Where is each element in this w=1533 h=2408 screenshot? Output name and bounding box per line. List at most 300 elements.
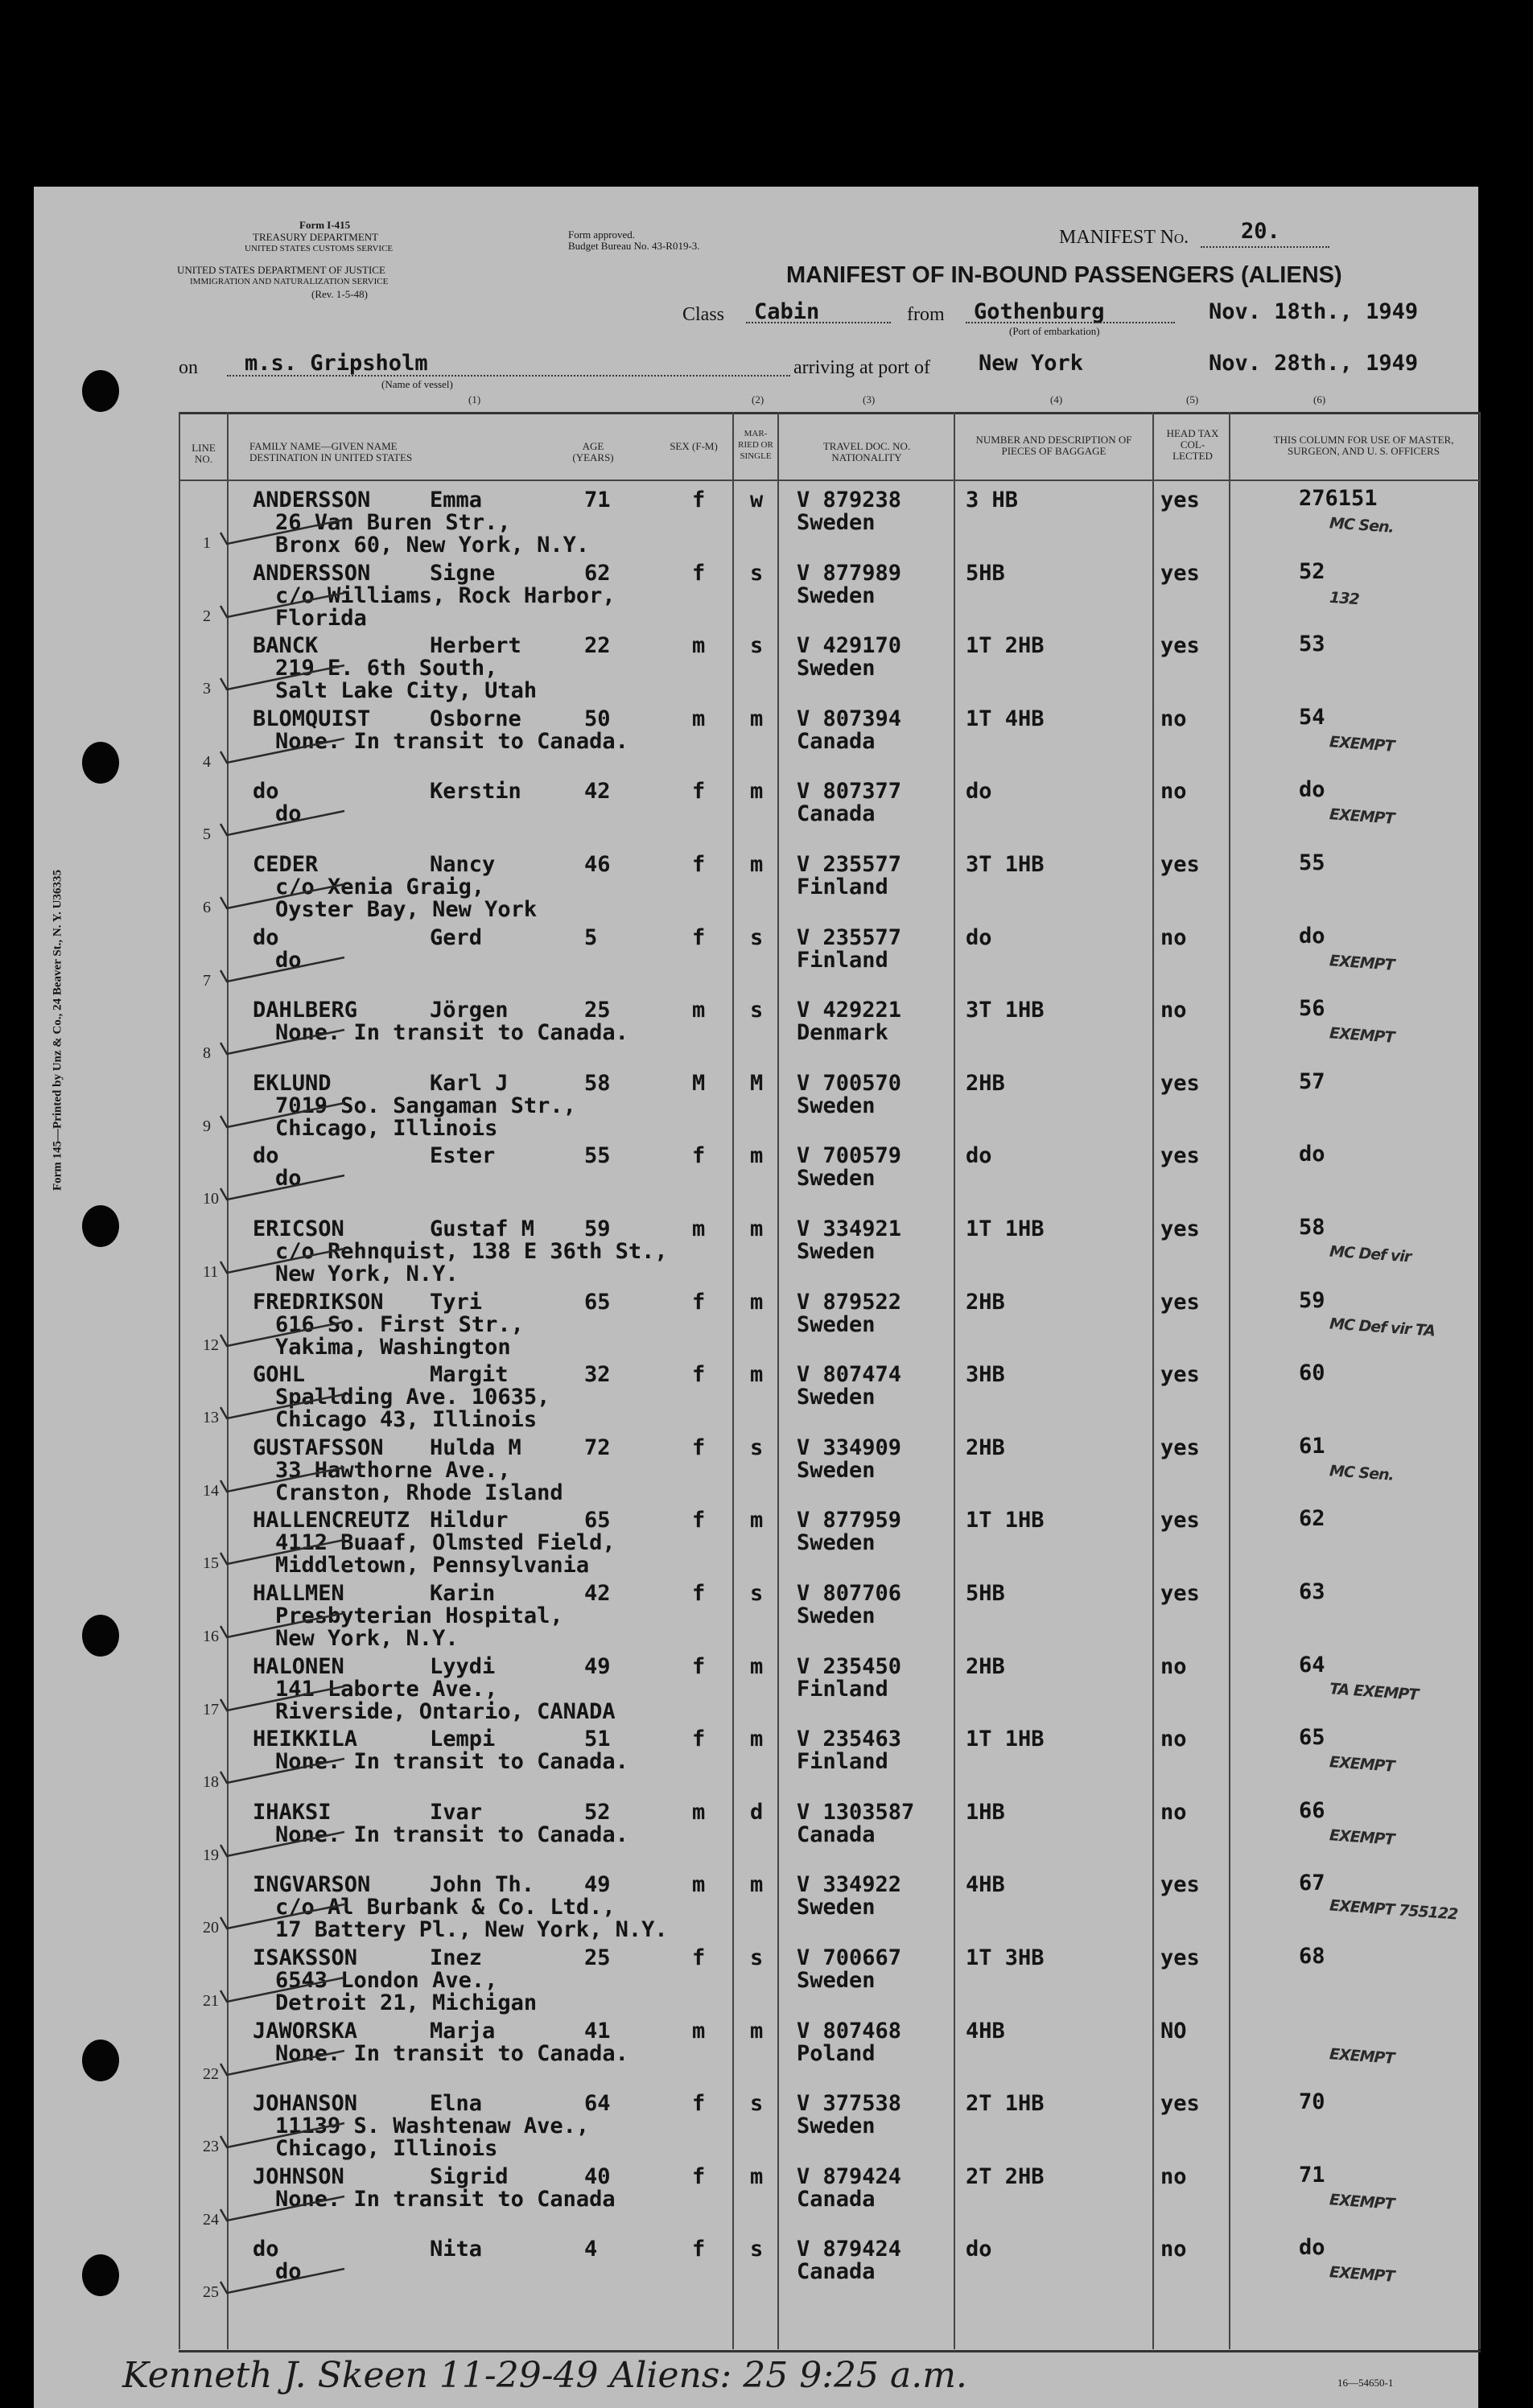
header-name: FAMILY NAME—GIVEN NAME DESTINATION IN UNITED STATES <box>249 440 413 463</box>
check-mark-icon <box>216 1756 352 1788</box>
nationality: Sweden <box>797 582 876 608</box>
line-number: 16 <box>203 1628 219 1645</box>
officer-number: 63 <box>1299 1579 1325 1604</box>
marital-status: m <box>750 1508 764 1533</box>
family-name: EKLUND <box>253 1070 332 1096</box>
family-name: HEIKKILA <box>253 1727 358 1752</box>
officer-annotation: 132 <box>1329 588 1360 608</box>
check-mark-icon <box>216 1829 352 1861</box>
sex: m <box>692 2018 706 2044</box>
age: 49 <box>584 1872 611 1898</box>
head-tax: yes <box>1160 1435 1200 1460</box>
travel-doc-no: V 235577 <box>797 924 902 950</box>
nationality: Poland <box>797 2040 876 2066</box>
manifest-sheet <box>34 187 1478 2408</box>
marital-status: m <box>750 1216 764 1241</box>
marital-status: m <box>750 852 764 877</box>
marital-status: m <box>750 1653 764 1679</box>
baggage: 1T 2HB <box>966 633 1045 659</box>
head-tax: yes <box>1160 1508 1200 1533</box>
table-row <box>34 558 1478 630</box>
baggage: 4HB <box>966 1872 1005 1898</box>
age: 32 <box>584 1362 611 1388</box>
given-name: Lyydi <box>430 1653 496 1679</box>
officer-number: 66 <box>1299 1797 1325 1823</box>
treasury-department: TREASURY DEPARTMENT <box>253 231 379 243</box>
address-line-2: Middletown, Pennsylvania <box>275 1553 590 1579</box>
check-mark-icon <box>216 1537 352 1569</box>
head-tax: yes <box>1160 852 1200 877</box>
ins-service: IMMIGRATION AND NATURALIZATION SERVICE <box>190 277 389 286</box>
address-line-1: c/o Al Burbank & Co. Ltd., <box>275 1895 616 1920</box>
marital-status: m <box>750 706 764 731</box>
officer-number: 65 <box>1299 1725 1325 1751</box>
travel-doc-no: V 235450 <box>797 1653 902 1679</box>
officer-number: 60 <box>1299 1360 1325 1386</box>
marital-status: m <box>750 779 764 805</box>
line-number: 14 <box>203 1481 219 1500</box>
address-line-1: 26 Van Buren Str., <box>275 510 511 535</box>
sex: M <box>692 1070 706 1096</box>
port-caption: (Port of embarkation) <box>1009 325 1100 337</box>
family-name: HALLENCREUTZ <box>253 1508 410 1533</box>
sex: f <box>692 488 706 512</box>
family-name: JOHNSON <box>253 2163 344 2189</box>
address-line-1: None. In transit to Canada. <box>275 1020 628 1046</box>
marital-status: s <box>750 924 764 950</box>
marital-status: s <box>750 2237 764 2262</box>
officer-annotation: MC Def vir <box>1329 1242 1411 1266</box>
given-name: John Th. <box>430 1872 535 1898</box>
sex: f <box>692 779 706 805</box>
class-label: Class <box>682 304 725 325</box>
col-num-4: (4) <box>1050 393 1063 405</box>
travel-doc-no: V 807468 <box>797 2018 902 2044</box>
sex: f <box>692 1945 706 1970</box>
marital-status: s <box>750 998 764 1023</box>
line-number: 15 <box>203 1554 219 1573</box>
check-mark-icon <box>216 1683 352 1715</box>
sex: f <box>692 1143 706 1169</box>
address-line-2: New York, N.Y. <box>275 1626 459 1651</box>
table-row <box>34 922 1478 994</box>
address-line-2: Oyster Bay, New York <box>275 897 538 922</box>
given-name: Karl J <box>430 1070 509 1096</box>
address-line-1: 11139 S. Washtenaw Ave., <box>275 2114 590 2139</box>
travel-doc-no: V 807474 <box>797 1362 902 1388</box>
head-tax: no <box>1160 1653 1187 1679</box>
baggage: 2HB <box>966 1435 1005 1460</box>
check-mark-icon <box>216 881 352 913</box>
justice-department: UNITED STATES DEPARTMENT OF JUSTICE <box>177 264 385 276</box>
given-name: Signe <box>430 560 496 586</box>
given-name: Elna <box>430 2091 483 2117</box>
travel-doc-no: V 879424 <box>797 2163 902 2189</box>
address-line-1: 4112 Buaaf, Olmsted Field, <box>275 1530 616 1556</box>
address-line-2: Riverside, Ontario, CANADA <box>275 1698 616 1724</box>
budget-bureau: Budget Bureau No. 43-R019-3. <box>568 240 700 252</box>
nationality: Denmark <box>797 1020 888 1046</box>
officer-number: 59 <box>1299 1287 1325 1313</box>
address-line-2: 17 Battery Pl., New York, N.Y. <box>275 1917 668 1943</box>
baggage: 5HB <box>966 560 1005 586</box>
line-number: 7 <box>203 971 211 990</box>
given-name: Tyri <box>430 1289 483 1315</box>
head-tax: yes <box>1160 2091 1200 2117</box>
officer-number: 53 <box>1299 632 1325 657</box>
head-tax: no <box>1160 2163 1187 2189</box>
officer-annotation: EXEMPT <box>1329 733 1395 755</box>
address-line-1: 141 Laborte Ave., <box>275 1676 498 1702</box>
sex: f <box>692 1653 706 1679</box>
table-row <box>34 1869 1478 1941</box>
address-line-1: None. In transit to Canada. <box>275 1821 628 1847</box>
sex: f <box>692 2237 706 2262</box>
form-number: Form I-415 <box>299 219 351 231</box>
from-value: Gothenburg <box>974 299 1105 324</box>
check-mark-icon <box>216 2048 352 2080</box>
family-name: CEDER <box>253 852 319 877</box>
family-name: BLOMQUIST <box>253 706 371 731</box>
baggage: 2HB <box>966 1653 1005 1679</box>
travel-doc-no: V 807394 <box>797 706 902 731</box>
address-line-1: 616 So. First Str., <box>275 1311 524 1337</box>
sex: f <box>692 1727 706 1752</box>
baggage: 3 HB <box>966 488 1019 512</box>
family-name: HALONEN <box>253 1653 344 1679</box>
baggage: 1HB <box>966 1799 1005 1825</box>
address-line-2: Detroit 21, Michigan <box>275 1990 538 2015</box>
line-number: 17 <box>203 1700 219 1719</box>
line-number: 24 <box>203 2210 219 2229</box>
line-number: 6 <box>203 899 211 916</box>
check-mark-icon <box>216 1610 352 1642</box>
officer-annotation: EXEMPT <box>1329 2191 1395 2213</box>
table-row <box>34 1068 1478 1140</box>
table-row <box>34 776 1478 848</box>
line-number: 20 <box>203 1919 219 1937</box>
on-label: on <box>179 357 198 378</box>
nationality: Sweden <box>797 1385 876 1410</box>
age: 51 <box>584 1727 611 1752</box>
age: 5 <box>584 924 598 950</box>
family-name: ISAKSSON <box>253 1945 358 1970</box>
head-tax: yes <box>1160 1289 1200 1315</box>
class-value: Cabin <box>754 299 820 324</box>
nationality: Sweden <box>797 1239 876 1264</box>
marital-status: m <box>750 1727 764 1752</box>
nationality: Canada <box>797 2186 876 2212</box>
officer-annotation: EXEMPT <box>1329 805 1395 829</box>
officer-number: do <box>1299 923 1325 949</box>
baggage: do <box>966 924 992 950</box>
arrival-date: Nov. 28th., 1949 <box>1209 351 1419 376</box>
family-name: DAHLBERG <box>253 998 358 1023</box>
check-mark-icon <box>216 1245 352 1278</box>
nationality: Sweden <box>797 1311 876 1337</box>
travel-doc-no: V 700667 <box>797 1945 902 1970</box>
address-line-1: Presbyterian Hospital, <box>275 1603 563 1628</box>
nationality: Sweden <box>797 1166 876 1192</box>
col-num-5: (5) <box>1186 393 1199 405</box>
nationality: Canada <box>797 801 876 827</box>
given-name: Emma <box>430 488 483 512</box>
head-tax: yes <box>1160 1362 1200 1388</box>
given-name: Hulda M <box>430 1435 521 1460</box>
age: 42 <box>584 779 611 805</box>
given-name: Gustaf M <box>430 1216 535 1241</box>
age: 50 <box>584 706 611 731</box>
table-row <box>34 1651 1478 1723</box>
sex: f <box>692 2163 706 2189</box>
check-mark-icon <box>216 1100 352 1132</box>
address-line-2: Salt Lake City, Utah <box>275 678 538 704</box>
check-mark-icon <box>216 954 352 986</box>
address-line-1: None. In transit to Canada. <box>275 728 628 754</box>
officer-annotation: MC Sen. <box>1329 514 1395 537</box>
officer-annotation: EXEMPT <box>1329 2263 1395 2287</box>
head-tax: no <box>1160 1727 1187 1752</box>
officer-number: do <box>1299 777 1325 803</box>
line-number: 2 <box>203 607 211 625</box>
given-name: Herbert <box>430 633 521 659</box>
line-number: 25 <box>203 2283 219 2302</box>
table-row <box>34 849 1478 921</box>
sex: f <box>692 852 706 877</box>
baggage: 2HB <box>966 1070 1005 1096</box>
address-line-1: Spallding Ave. 10635, <box>275 1385 550 1410</box>
travel-doc-no: V 334922 <box>797 1872 902 1898</box>
age: 65 <box>584 1508 611 1533</box>
nationality: Finland <box>797 875 888 899</box>
travel-doc-no: V 429170 <box>797 633 902 659</box>
manifest-title: MANIFEST OF IN-BOUND PASSENGERS (ALIENS) <box>786 262 1342 288</box>
officer-number: 68 <box>1299 1944 1325 1969</box>
given-name: Sigrid <box>430 2163 509 2189</box>
nationality: Sweden <box>797 656 876 681</box>
travel-doc-no: V 1303587 <box>797 1799 915 1825</box>
line-number: 12 <box>203 1336 219 1354</box>
nationality: Sweden <box>797 2114 876 2139</box>
marital-status: s <box>750 633 764 659</box>
sex: f <box>692 1581 706 1606</box>
marital-status: w <box>750 488 764 512</box>
travel-doc-no: V 700570 <box>797 1070 902 1096</box>
given-name: Nita <box>430 2237 483 2262</box>
header-line-no: LINE NO. <box>192 442 216 465</box>
check-mark-icon <box>216 2193 352 2225</box>
form-revision: (Rev. 1-5-48) <box>311 288 368 300</box>
given-name: Ester <box>430 1143 496 1169</box>
nationality: Canada <box>797 1821 876 1847</box>
line-number: 5 <box>203 825 211 844</box>
address-line-1: c/o Rehnquist, 138 E 36th St., <box>275 1239 668 1264</box>
marital-status: s <box>750 1945 764 1970</box>
family-name: GUSTAFSSON <box>253 1435 384 1460</box>
head-tax: no <box>1160 779 1187 805</box>
head-tax: no <box>1160 924 1187 950</box>
line-number: 9 <box>203 1117 211 1135</box>
officer-number: do <box>1299 1142 1325 1167</box>
marital-status: m <box>750 2018 764 2044</box>
address-line-2: Chicago, Illinois <box>275 1115 498 1141</box>
age: 4 <box>584 2237 598 2262</box>
address-line-1: do <box>275 947 302 973</box>
address-line-1: c/o Xenia Graig, <box>275 875 485 899</box>
given-name: Osborne <box>430 706 521 731</box>
head-tax: yes <box>1160 1872 1200 1898</box>
table-row <box>34 2088 1478 2160</box>
baggage: 1T 3HB <box>966 1945 1045 1970</box>
officer-number: 61 <box>1299 1433 1325 1459</box>
head-tax: no <box>1160 706 1187 731</box>
head-tax: yes <box>1160 488 1200 512</box>
baggage: do <box>966 1143 992 1169</box>
sex: m <box>692 1216 706 1241</box>
travel-doc-no: V 877989 <box>797 560 902 586</box>
nationality: Finland <box>797 947 888 973</box>
baggage: 3T 1HB <box>966 852 1045 877</box>
check-mark-icon <box>216 735 352 768</box>
family-name: do <box>253 924 279 950</box>
age: 52 <box>584 1799 611 1825</box>
travel-doc-no: V 807377 <box>797 779 902 805</box>
officer-number: 57 <box>1299 1068 1325 1094</box>
travel-doc-no: V 879238 <box>797 488 902 512</box>
travel-doc-no: V 877959 <box>797 1508 902 1533</box>
marital-status: s <box>750 560 764 586</box>
family-name: IHAKSI <box>253 1799 332 1825</box>
line-number: 10 <box>203 1190 219 1208</box>
line-number: 3 <box>203 680 211 698</box>
address-line-1: None. In transit to Canada. <box>275 1749 628 1775</box>
head-tax: no <box>1160 2237 1187 2262</box>
line-number: 1 <box>203 534 211 552</box>
col-num-2: (2) <box>752 393 764 405</box>
head-tax: yes <box>1160 1070 1200 1096</box>
line-number: 22 <box>203 2064 219 2083</box>
sex: f <box>692 2091 706 2117</box>
nationality: Canada <box>797 728 876 754</box>
head-tax: yes <box>1160 560 1200 586</box>
table-row <box>34 2233 1478 2306</box>
travel-doc-no: V 334909 <box>797 1435 902 1460</box>
head-tax: yes <box>1160 1216 1200 1241</box>
header-married: MAR-RIED OR SINGLE <box>738 429 773 461</box>
family-name: GOHL <box>253 1362 306 1388</box>
travel-doc-no: V 334921 <box>797 1216 902 1241</box>
table-row <box>34 1797 1478 1869</box>
baggage: 3HB <box>966 1362 1005 1388</box>
nationality: Canada <box>797 2259 876 2285</box>
age: 65 <box>584 1289 611 1315</box>
sex: m <box>692 998 706 1023</box>
check-mark-icon <box>216 1319 352 1351</box>
table-row <box>34 1432 1478 1504</box>
table-row <box>34 630 1478 702</box>
age: 72 <box>584 1435 611 1460</box>
sex: m <box>692 706 706 731</box>
table-row <box>34 1359 1478 1431</box>
departure-date: Nov. 18th., 1949 <box>1209 299 1419 324</box>
address-line-1: c/o Williams, Rock Harbor, <box>275 582 616 608</box>
officer-annotation: EXEMPT <box>1329 951 1395 974</box>
vessel-caption: (Name of vessel) <box>381 378 453 390</box>
travel-doc-no: V 429221 <box>797 998 902 1023</box>
baggage: 3T 1HB <box>966 998 1045 1023</box>
arrival-port: New York <box>979 351 1084 376</box>
address-line-2: Bronx 60, New York, N.Y. <box>275 533 590 558</box>
family-name: INGVARSON <box>253 1872 371 1898</box>
line-number: 13 <box>203 1409 219 1427</box>
marital-status: s <box>750 1435 764 1460</box>
check-mark-icon <box>216 1464 352 1496</box>
family-name: ANDERSSON <box>253 560 371 586</box>
sex: f <box>692 1508 706 1533</box>
given-name: Marja <box>430 2018 496 2044</box>
family-name: HALLMEN <box>253 1581 344 1606</box>
age: 49 <box>584 1653 611 1679</box>
check-mark-icon <box>216 2120 352 2152</box>
marital-status: m <box>750 1362 764 1388</box>
table-row <box>34 1723 1478 1796</box>
address-line-2: Yakima, Washington <box>275 1334 511 1360</box>
baggage: 2T 2HB <box>966 2163 1045 2189</box>
head-tax: yes <box>1160 633 1200 659</box>
family-name: ANDERSSON <box>253 488 371 512</box>
age: 64 <box>584 2091 611 2117</box>
marital-status: s <box>750 1581 764 1606</box>
header-head-tax: HEAD TAX COL-LECTED <box>1166 427 1219 462</box>
sex: m <box>692 633 706 659</box>
baggage: 1T 1HB <box>966 1216 1045 1241</box>
address-line-1: None. In transit to Canada <box>275 2186 616 2212</box>
nationality: Sweden <box>797 1457 876 1483</box>
officer-number: 71 <box>1299 2162 1325 2188</box>
officer-annotation: EXEMPT <box>1329 1024 1395 1047</box>
baggage: 1T 1HB <box>966 1508 1045 1533</box>
age: 22 <box>584 633 611 659</box>
baggage: 2T 1HB <box>966 2091 1045 2117</box>
officer-number: 56 <box>1299 996 1325 1022</box>
punch-hole <box>82 370 119 412</box>
baggage: do <box>966 2237 992 2262</box>
table-row <box>34 2161 1478 2233</box>
marital-status: d <box>750 1799 764 1825</box>
line-number: 23 <box>203 2138 219 2156</box>
sex: f <box>692 1362 706 1388</box>
travel-doc-no: V 879522 <box>797 1289 902 1315</box>
officer-number: 54 <box>1299 704 1325 730</box>
family-name: JOHANSON <box>253 2091 358 2117</box>
given-name: Kerstin <box>430 779 521 805</box>
officer-annotation: EXEMPT <box>1329 1826 1395 1849</box>
given-name: Gerd <box>430 924 483 950</box>
travel-doc-no: V 377538 <box>797 2091 902 2117</box>
baggage: 5HB <box>966 1581 1005 1606</box>
travel-doc-no: V 235463 <box>797 1727 902 1752</box>
check-mark-icon <box>216 1391 352 1423</box>
address-line-2: Florida <box>275 605 367 631</box>
sex: f <box>692 560 706 586</box>
line-number: 8 <box>203 1044 211 1063</box>
head-tax: yes <box>1160 1143 1200 1169</box>
check-mark-icon <box>216 662 352 694</box>
officer-number: 62 <box>1299 1506 1325 1532</box>
vessel-name: m.s. Gripsholm <box>245 351 428 376</box>
address-line-1: None. In transit to Canada. <box>275 2040 628 2066</box>
officer-annotation: MC Def vir TA <box>1329 1315 1436 1340</box>
